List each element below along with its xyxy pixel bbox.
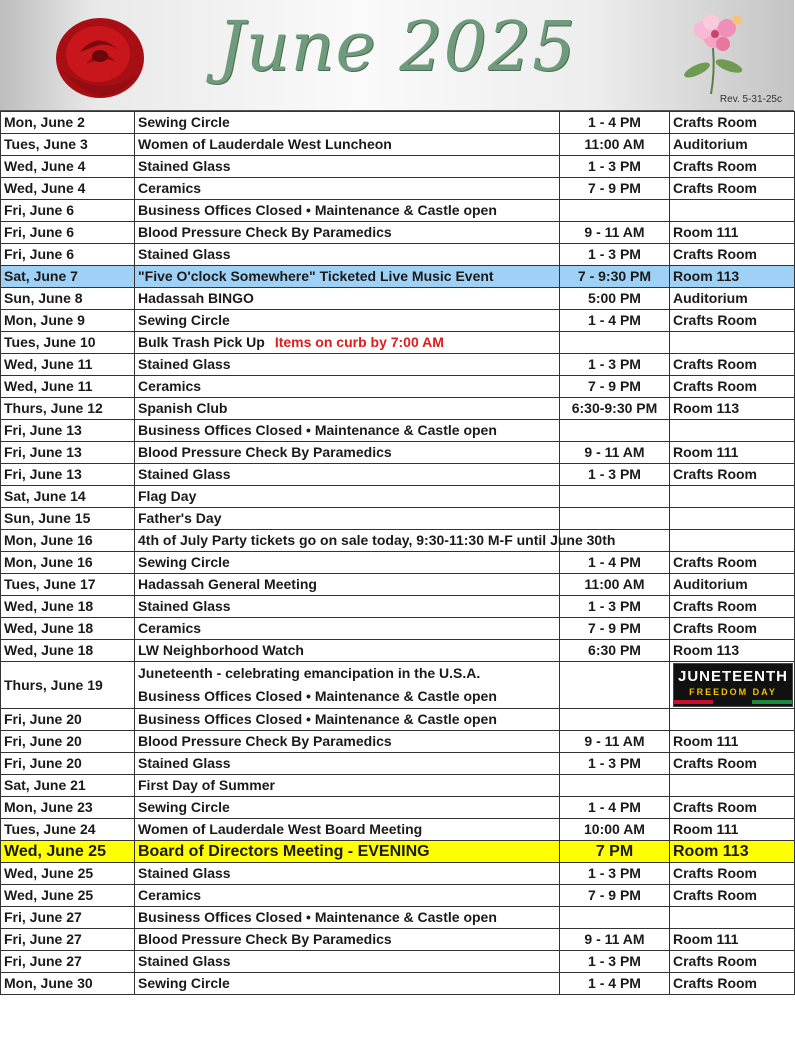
event-name [135,662,560,709]
event-text: Ceramics [138,620,202,636]
event-name [135,530,616,552]
event-date: Wed, June 25 [1,885,135,907]
event-location [670,775,795,797]
event-date: Mon, June 16 [1,530,135,552]
event-location [670,420,795,442]
table-row [1,508,795,530]
event-text: Business Offices Closed • Maintenance & Castle open [138,711,497,727]
table-row [1,662,795,709]
event-date: Mon, June 2 [1,112,135,134]
event-time [560,508,670,530]
event-time: 10:00 AM [560,819,670,841]
event-text: Business Offices Closed • Maintenance & Castle open [138,422,497,438]
event-text: Business Offices Closed • Maintenance & Castle open [138,909,497,925]
event-location: Crafts Room [670,885,795,907]
event-location: Crafts Room [670,244,795,266]
table-row [1,486,795,508]
event-text: Women of Lauderdale West Luncheon [138,136,392,152]
event-name [135,951,560,973]
event-name [135,797,560,819]
event-location: Crafts Room [670,464,795,486]
event-time [560,662,670,709]
table-row [1,753,795,775]
event-date: Sun, June 8 [1,288,135,310]
event-time [560,200,670,222]
event-location [670,332,795,354]
event-time: 1 - 4 PM [560,552,670,574]
event-name [135,222,560,244]
event-name [135,753,560,775]
event-name [135,841,560,863]
event-text: Stained Glass [138,953,231,969]
juneteenth-badge [673,663,793,707]
event-time [560,709,670,731]
event-name [135,398,560,420]
event-text: Blood Pressure Check By Paramedics [138,931,392,947]
table-row [1,112,795,134]
event-time: 7 PM [560,841,670,863]
event-location: Room 113 [670,640,795,662]
event-time: 7 - 9:30 PM [560,266,670,288]
event-date: Fri, June 20 [1,731,135,753]
event-name [135,310,560,332]
event-line: Business Offices Closed • Maintenance & Castle open [138,688,497,704]
event-text: Ceramics [138,180,202,196]
event-time: 1 - 3 PM [560,596,670,618]
table-row [1,398,795,420]
table-row [1,640,795,662]
event-location: Crafts Room [670,973,795,995]
table-row [1,376,795,398]
table-row [1,618,795,640]
event-text: Stained Glass [138,158,231,174]
event-time: 1 - 3 PM [560,464,670,486]
event-text: Stained Glass [138,246,231,262]
event-date: Fri, June 6 [1,222,135,244]
event-text: "Five O'clock Somewhere" Ticketed Live Music Event [138,268,494,284]
event-date: Wed, June 11 [1,376,135,398]
event-text: LW Neighborhood Watch [138,642,304,658]
event-location: Room 113 [670,841,795,863]
event-date: Fri, June 13 [1,442,135,464]
event-name [135,486,560,508]
event-time: 9 - 11 AM [560,731,670,753]
event-date: Fri, June 13 [1,420,135,442]
event-name [135,244,560,266]
event-location: Auditorium [670,134,795,156]
event-date: Wed, June 18 [1,640,135,662]
event-location [670,508,795,530]
event-name [135,508,560,530]
event-name [135,442,560,464]
event-text: Spanish Club [138,400,228,416]
badge-subtitle: FREEDOM DAY [689,687,777,697]
table-row [1,929,795,951]
event-text: Stained Glass [138,755,231,771]
badge-stripe [674,700,792,704]
event-date: Sun, June 15 [1,508,135,530]
event-name [135,464,560,486]
event-name [135,420,560,442]
event-name [135,112,560,134]
event-time: 9 - 11 AM [560,222,670,244]
event-text: Stained Glass [138,356,231,372]
event-location: Crafts Room [670,618,795,640]
event-text: Stained Glass [138,598,231,614]
event-date: Wed, June 25 [1,841,135,863]
event-date: Mon, June 16 [1,552,135,574]
event-text: Sewing Circle [138,799,230,815]
event-location: Crafts Room [670,863,795,885]
event-text: Hadassah BINGO [138,290,254,306]
event-time [560,907,670,929]
event-text: Hadassah General Meeting [138,576,317,592]
event-time: 1 - 4 PM [560,310,670,332]
event-time: 1 - 4 PM [560,797,670,819]
event-name [135,863,560,885]
event-date: Fri, June 6 [1,200,135,222]
event-location [670,709,795,731]
event-text: Flag Day [138,488,197,504]
event-date: Mon, June 30 [1,973,135,995]
event-location: Room 113 [670,398,795,420]
event-location: Crafts Room [670,552,795,574]
event-date: Sat, June 21 [1,775,135,797]
event-location [670,530,795,552]
event-location: Crafts Room [670,951,795,973]
table-row [1,222,795,244]
event-location: Auditorium [670,574,795,596]
table-row [1,885,795,907]
event-location: Room 111 [670,929,795,951]
event-date: Wed, June 18 [1,596,135,618]
event-time: 5:00 PM [560,288,670,310]
event-location: Crafts Room [670,376,795,398]
event-time: 6:30-9:30 PM [560,398,670,420]
event-date: Tues, June 24 [1,819,135,841]
event-text: Sewing Circle [138,114,230,130]
event-text: Board of Directors Meeting - EVENING [138,843,430,860]
event-name [135,288,560,310]
event-time: 1 - 3 PM [560,354,670,376]
event-time: 7 - 9 PM [560,376,670,398]
event-name [135,574,560,596]
event-location: Crafts Room [670,310,795,332]
page-title: June 2025 [217,8,577,87]
event-text: Blood Pressure Check By Paramedics [138,224,392,240]
event-location: Crafts Room [670,178,795,200]
table-row [1,420,795,442]
table-row [1,574,795,596]
event-name [135,332,560,354]
event-name [135,156,560,178]
table-row [1,288,795,310]
event-text: Blood Pressure Check By Paramedics [138,444,392,460]
event-text: Business Offices Closed • Maintenance & Castle open [138,202,497,218]
event-name [135,596,560,618]
calendar-header [0,0,794,111]
event-location [670,662,795,709]
event-time: 1 - 3 PM [560,156,670,178]
event-date: Wed, June 18 [1,618,135,640]
event-location [670,486,795,508]
event-location: Crafts Room [670,797,795,819]
event-text: Sewing Circle [138,975,230,991]
table-row [1,819,795,841]
event-text: Ceramics [138,887,202,903]
event-time [560,420,670,442]
event-time: 11:00 AM [560,134,670,156]
event-date: Tues, June 10 [1,332,135,354]
event-name [135,907,560,929]
event-time: 9 - 11 AM [560,442,670,464]
event-date: Wed, June 4 [1,178,135,200]
event-location: Room 113 [670,266,795,288]
event-date: Sat, June 14 [1,486,135,508]
event-name [135,775,560,797]
event-text: Stained Glass [138,466,231,482]
event-location: Crafts Room [670,753,795,775]
event-text: Ceramics [138,378,202,394]
event-date: Sat, June 7 [1,266,135,288]
event-name [135,731,560,753]
event-time: 7 - 9 PM [560,618,670,640]
event-time: 7 - 9 PM [560,885,670,907]
table-row [1,841,795,863]
table-row [1,775,795,797]
table-row [1,310,795,332]
event-location: Room 111 [670,819,795,841]
event-text: Sewing Circle [138,554,230,570]
event-date: Fri, June 13 [1,464,135,486]
event-name [135,200,560,222]
table-row [1,156,795,178]
event-text: Sewing Circle [138,312,230,328]
table-row [1,797,795,819]
event-text: 4th of July Party tickets go on sale today, 9:30-11:30 M-F until June 30th [138,532,616,548]
event-date: Fri, June 27 [1,951,135,973]
event-date: Wed, June 4 [1,156,135,178]
event-location [670,907,795,929]
event-name [135,376,560,398]
event-time: 1 - 3 PM [560,951,670,973]
event-time: 6:30 PM [560,640,670,662]
event-time [560,775,670,797]
table-row [1,464,795,486]
event-time: 1 - 4 PM [560,973,670,995]
event-location: Crafts Room [670,354,795,376]
table-row [1,442,795,464]
event-time [560,486,670,508]
badge-title: JUNETEENTH [677,668,788,685]
table-row [1,266,795,288]
event-location: Crafts Room [670,156,795,178]
event-note: Items on curb by 7:00 AM [274,334,444,350]
event-date: Mon, June 23 [1,797,135,819]
table-row [1,596,795,618]
event-date: Fri, June 27 [1,929,135,951]
table-row [1,244,795,266]
event-line: Juneteenth - celebrating emancipation in the U.S.A. [138,665,481,681]
event-time: 1 - 4 PM [560,112,670,134]
table-row [1,709,795,731]
event-date: Fri, June 20 [1,753,135,775]
event-text: Blood Pressure Check By Paramedics [138,733,392,749]
event-text: First Day of Summer [138,777,275,793]
event-date: Mon, June 9 [1,310,135,332]
event-location: Room 111 [670,731,795,753]
table-row [1,354,795,376]
event-location: Room 111 [670,442,795,464]
event-date: Tues, June 17 [1,574,135,596]
event-time: 11:00 AM [560,574,670,596]
event-name [135,178,560,200]
event-location: Room 111 [670,222,795,244]
event-name [135,885,560,907]
event-location: Crafts Room [670,596,795,618]
event-date: Thurs, June 19 [1,662,135,709]
event-location: Auditorium [670,288,795,310]
revision-label: Rev. 5-31-25c [719,94,782,105]
table-row [1,907,795,929]
event-date: Thurs, June 12 [1,398,135,420]
event-text: Women of Lauderdale West Board Meeting [138,821,423,837]
event-location: Crafts Room [670,112,795,134]
event-time [560,332,670,354]
event-time: 1 - 3 PM [560,244,670,266]
pink-flower-icon [675,8,755,96]
event-time: 1 - 3 PM [560,863,670,885]
table-row [1,863,795,885]
table-row [1,530,795,552]
event-date: Fri, June 6 [1,244,135,266]
event-date: Fri, June 27 [1,907,135,929]
event-name [135,819,560,841]
event-name [135,640,560,662]
event-time: 1 - 3 PM [560,753,670,775]
event-date: Wed, June 25 [1,863,135,885]
table-row [1,731,795,753]
event-date: Tues, June 3 [1,134,135,156]
table-row [1,134,795,156]
events-table [0,111,795,995]
event-name [135,134,560,156]
event-time: 9 - 11 AM [560,929,670,951]
table-row [1,200,795,222]
table-row [1,973,795,995]
event-name [135,552,560,574]
table-row [1,552,795,574]
event-text: Bulk Trash Pick Up [138,334,265,350]
event-date: Wed, June 11 [1,354,135,376]
event-text: Father's Day [138,510,222,526]
table-row [1,332,795,354]
event-name [135,929,560,951]
event-name [135,266,560,288]
event-location [670,200,795,222]
event-name [135,709,560,731]
event-time: 7 - 9 PM [560,178,670,200]
event-name [135,618,560,640]
table-row [1,951,795,973]
event-date: Fri, June 20 [1,709,135,731]
event-text: Stained Glass [138,865,231,881]
event-name [135,354,560,376]
event-name [135,973,560,995]
table-row [1,178,795,200]
